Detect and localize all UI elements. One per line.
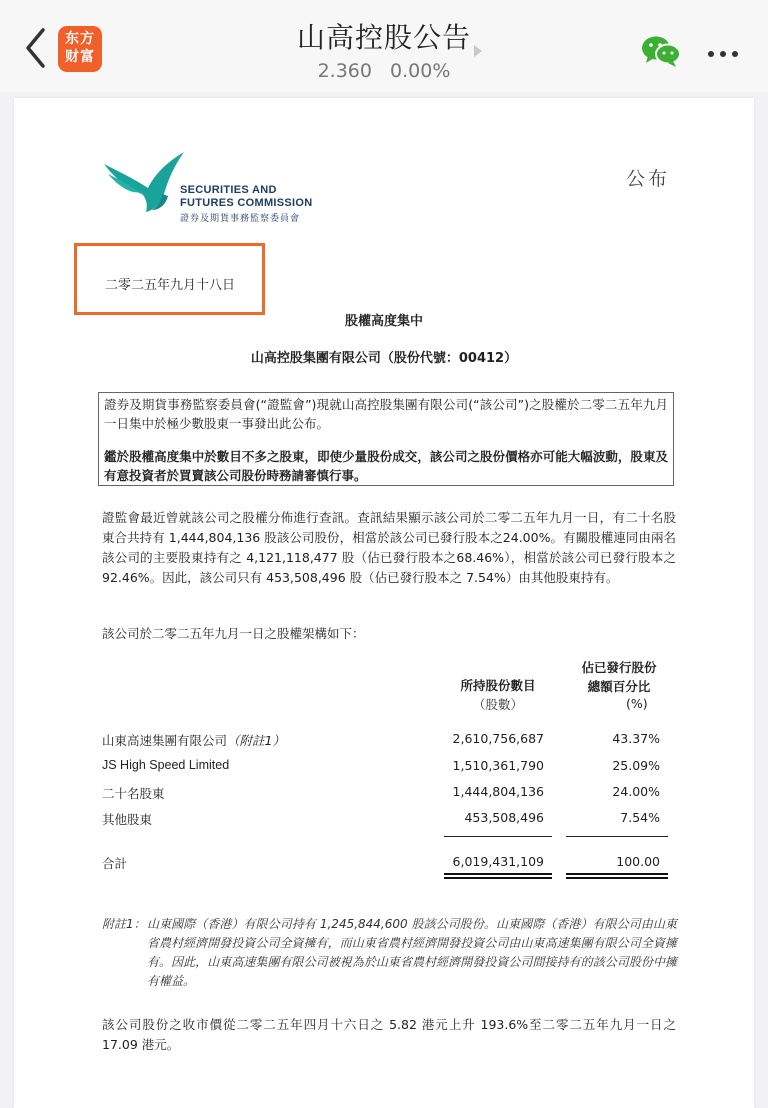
page-title: 山高控股公告 [296,21,471,54]
row-note-ref: （附註1） [227,733,285,748]
stock-price: 2.360 [317,60,372,82]
sfc-name-zh: 證券及期貨事務監察委員會 [180,214,301,224]
sfc-name-en-line1: SECURITIES AND [180,184,277,196]
wechat-share-button[interactable] [640,34,682,68]
table-row-label [102,731,285,749]
note-label: 附註1： [102,917,146,931]
table-row-shares: 2,610,756,687 [452,731,544,746]
table-row-label: JS High Speed Limited [102,758,230,772]
document-type: 公布 [626,168,671,190]
caret-right-icon[interactable] [473,45,483,57]
subtotal-rule [444,836,552,837]
table-row-pct: 24.00% [612,784,660,799]
announcement-date: 二零二五年九月十八日 [105,278,236,293]
total-rule [566,873,668,875]
sfc-eagle-logo [102,150,188,212]
announcement-document[interactable] [14,98,754,1108]
total-rule [444,877,552,879]
total-rule [566,877,668,879]
more-button[interactable] [706,44,740,54]
table-total-pct: 100.00 [616,854,660,869]
table-row-shares: 453,508,496 [464,810,544,825]
company-heading: 山高控股集團有限公司（股份代號：00412） [250,351,518,366]
app-logo-line2: 财富 [65,49,95,65]
note-text: 山東國際（香港）有限公司持有 1,245,844,600 股該公司股份。山東國際（香港）有限公司由山東省農村經濟開發投資公司全資擁有，而山東省農村經濟開發投資公司由山東高速集團有限公司全資擁有。因此，山東高速集團有限公司被視為於山東省農村經濟開發投資公司間接持有的該公司股份中擁有權益。 [147,917,677,988]
table-row-pct: 43.37% [612,731,660,746]
total-rule [444,873,552,875]
table-intro: 該公司於二零二五年九月一日之股權架構如下： [102,626,365,641]
price-paragraph: 該公司股份之收市價從二零二五年四月十六日之 5.82 港元上升 193.6%至二零二五年九月一日之 17.09 港元。 [102,1017,676,1052]
pct-column-header-line2: 總額百分比 [587,679,651,694]
app-header [0,0,768,92]
pct-column-unit: (%) [626,696,648,711]
app-logo-line1: 东方 [65,31,95,47]
table-row-label: 二十名股東 [102,786,165,801]
table-row-shares: 1,510,361,790 [452,758,544,773]
pct-column-header-line1: 佔已發行股份 [581,660,657,675]
shares-column-header: 所持股份數目 [460,678,536,693]
wechat-icon [640,34,682,68]
table-row-shares: 1,444,804,136 [452,784,544,799]
subtotal-rule [566,836,668,837]
announcement-heading: 股權高度集中 [344,314,423,329]
sfc-name-en-line2: FUTURES COMMISSION [180,197,313,209]
stock-change: 0.00% [390,60,451,82]
findings-paragraph: 證監會最近曾就該公司之股權分佈進行查訊。查訊結果顯示該公司於二零二五年九月一日，有二十名股東合共持有 1,444,804,136 股該公司股份，相當於該公司已發行股本之24.00%。有關股權連同由兩名該公司的主要股東持有之 4,121,118,477 股（佔已發行股本之68.46%），相當於該公司已發行股本之 92.46%。因此，該公司只有 453,508,496 股（佔已發行股本之 7.54%）由其他股東持有。 [102,510,676,585]
table-total-label: 合計 [102,856,128,871]
table-row-pct: 7.54% [620,810,660,825]
notice-text: 證券及期貨事務監察委員會(“證監會”)現就山高控股集團有限公司(“該公司”)之股權於二零二五年九月一日集中於極少數股東一事發出此公布。 [104,397,668,431]
more-dots-icon [706,49,740,59]
warning-text: 鑑於股權高度集中於數目不多之股東，即使少量股份成交，該公司之股份價格亦可能大幅波動，股東及有意投資者於買賣該公司股份時務請審慎行事。 [104,449,668,483]
table-row-label: 其他股東 [102,812,153,827]
shares-column-unit: （股數） [472,697,523,712]
table-row-pct: 25.09% [612,758,660,773]
row-holder-name: 山東高速集團有限公司 [102,733,228,748]
table-total-shares: 6,019,431,109 [452,854,544,869]
